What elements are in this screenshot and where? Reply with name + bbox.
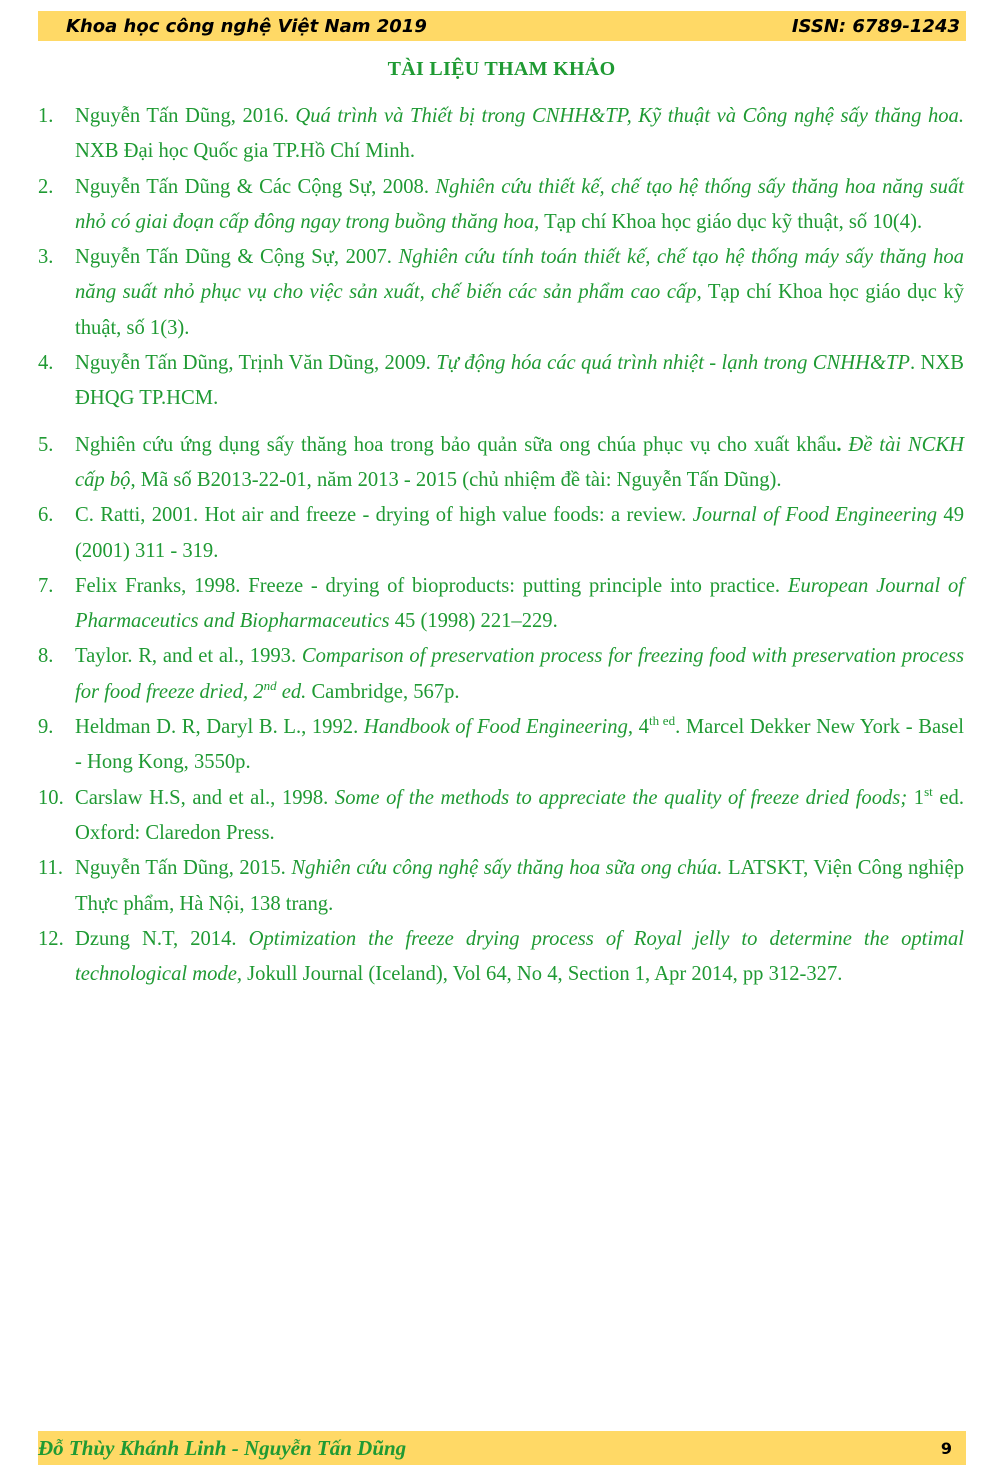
reference-item: 5. Nghiên cứu ứng dụng sấy thăng hoa trong bảo quản sữa ong chúa phục vụ cho xuất khẩu. Đề tài NCKH cấp bộ, Mã số B2013-22-01, năm 2013 - 2015 (chủ nhiệm đề tài: Nguyễn Tấn Dũng). [38,433,964,491]
reference-item: 7. Felix Franks, 1998. Freeze - drying of bioproducts: putting principle into practice. European Journal of Pharmaceutics and Biopharmaceutics 45 (1998) 221–229. [38,574,964,633]
page-number: 9 [940,1438,952,1458]
reference-item: 10. Carslaw H.S, and et al., 1998. Some of the methods to appreciate the quality of freeze dried foods; 1st ed. Oxford: Claredon Press. [38,783,964,844]
reference-item: 2. Nguyễn Tấn Dũng & Các Cộng Sự, 2008. Nghiên cứu thiết kế, chế tạo hệ thống sấy thăng hoa năng suất nhỏ có giai đoạn cấp đông ngay trong buồng thăng hoa, Tạp chí Khoa học giáo dục kỹ thuật, số 10(4). [38,175,964,233]
reference-item: 1. Nguyễn Tấn Dũng, 2016. Quá trình và Thiết bị trong CNHH&TP, Kỹ thuật và Công nghệ sấy thăng hoa. NXB Đại học Quốc gia TP.Hồ Chí Minh. [38,105,964,163]
journal-name: Khoa học công nghệ Việt Nam 2019 [66,15,427,37]
reference-item: 4. Nguyễn Tấn Dũng, Trịnh Văn Dũng, 2009. Tự động hóa các quá trình nhiệt - lạnh trong CNHH&TP. NXB ĐHQG TP.HCM. [38,352,965,410]
reference-item: 3. Nguyễn Tấn Dũng & Cộng Sự, 2007. Nghiên cứu tính toán thiết kế, chế tạo hệ thống máy sấy thăng hoa năng suất nhỏ phục vụ cho việc sản xuất, chế biến các sản phẩm cao cấp, Tạp chí Khoa học giáo dục kỹ thuật, số 1(3). [38,246,964,339]
page-footer [38,1431,966,1465]
reference-list [38,99,964,992]
reference-item: 9. Heldman D. R, Daryl B. L., 1992. Handbook of Food Engineering, $4^{th ed}$. Marcel Dekker New York - Basel - Hong Kong, 3550p. [38,713,964,774]
issn: ISSN: 6789-1243 [791,15,960,37]
section-title: TÀI LIỆU THAM KHẢO [387,58,616,80]
reference-item: 8. Taylor. R, and et al., 1993. Comparison of preservation process for freezing food with preservation process for food freeze dried, 2nd ed. Cambridge, 567p. [38,645,964,703]
reference-item: 12. Dzung N.T, 2014. Optimization the freeze drying process of Royal jelly to determine the optimal technological mode, Jokull Journal (Iceland), Vol 64, No 4, Section 1, Apr 2014, pp 312-327. [38,927,964,986]
footer-authors: Đỗ Thùy Khánh Linh - Nguyễn Tấn Dũng [38,1435,407,1460]
page-header [38,11,966,41]
reference-item: 11. Nguyễn Tấn Dũng, 2015. Nghiên cứu công nghệ sấy thăng hoa sữa ong chúa. LATSKT, Viện Công nghiệp Thực phẩm, Hà Nội, 138 trang. [38,857,965,915]
reference-item: 6. C. Ratti, 2001. Hot air and freeze - drying of high value foods: a review. Journal of Food Engineering 49 (2001) 311 - 319. [38,504,964,562]
